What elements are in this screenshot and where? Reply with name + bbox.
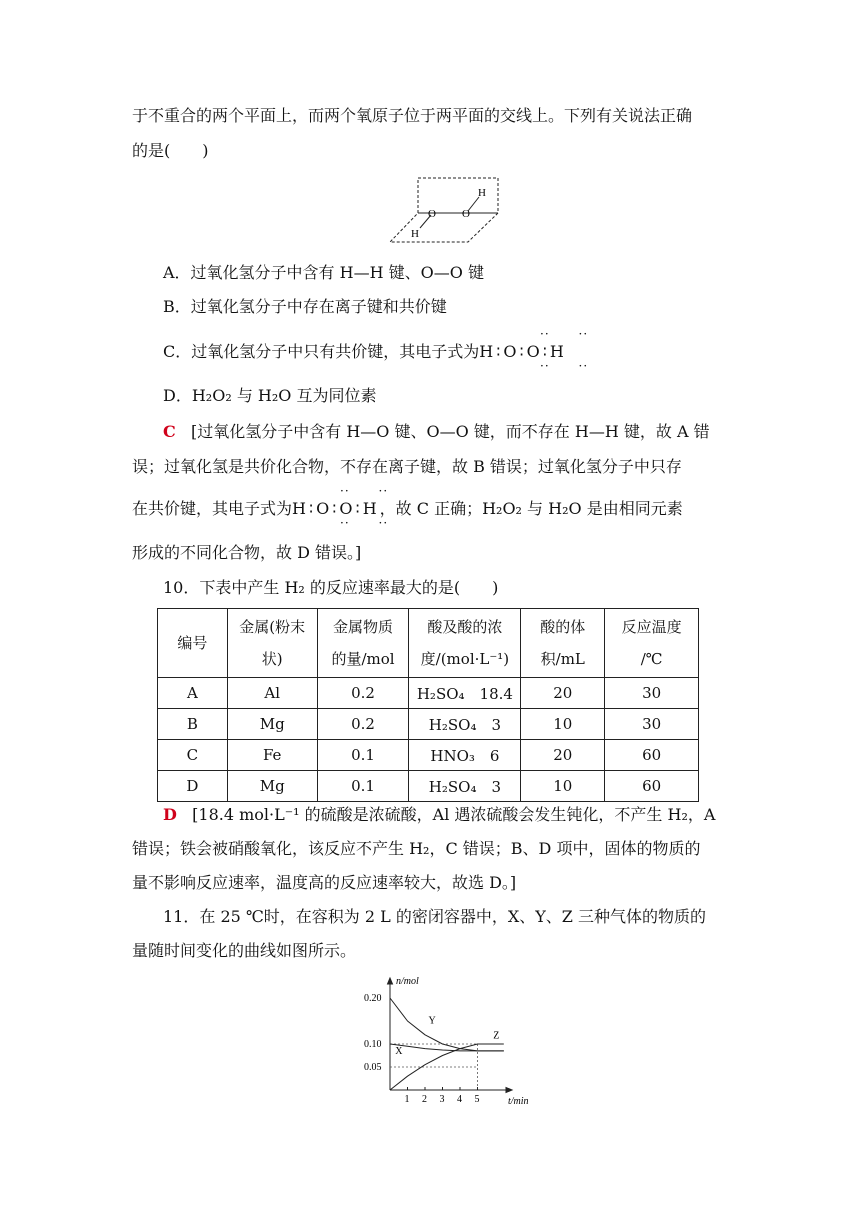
x-axis-arrow [506, 1088, 512, 1093]
y-tick-label: 0.10 [364, 1039, 382, 1050]
q9-option-c-formula: H∶O∶O∶H [479, 342, 567, 361]
y-tick-label: 0.20 [364, 993, 382, 1004]
series-label-z: Z [493, 1030, 500, 1042]
atom-h-top: H [478, 187, 486, 199]
table-header-cell: 酸的体 积/mL [521, 609, 605, 678]
series-line-y [390, 998, 504, 1051]
table-cell: 0.1 [317, 771, 409, 802]
lone-pair-dots: ·· ·· [340, 484, 389, 498]
table-cell: Mg [227, 771, 317, 802]
table-cell: 20 [521, 678, 605, 709]
q9-answer-line-3-post: ，故 C 正确；H₂O₂ 与 H₂O 是由相同元素 [379, 499, 683, 518]
table-cell: 10 [521, 771, 605, 802]
y-tick-label: 0.05 [364, 1062, 382, 1073]
q9-answer-line-2: 误；过氧化氢是共价化合物，不存在离子键，故 B 错误；过氧化氢分子中只存 [132, 457, 682, 476]
q9-option-b: B．过氧化氢分子中存在离子键和共价键 [163, 297, 447, 316]
table-cell: 20 [521, 740, 605, 771]
table-cell: 30 [605, 678, 699, 709]
q10-answer-line-3: 量不影响反应速率，温度高的反应速率较大，故选 D。] [132, 873, 517, 892]
atom-h-bottom: H [411, 228, 419, 240]
table-cell: A [158, 678, 228, 709]
table-header-cell: 酸及酸的浓 度/(mol·L⁻¹) [409, 609, 521, 678]
series-label-y: Y [428, 1015, 436, 1027]
table-cell: 10 [521, 709, 605, 740]
table-cell: Fe [227, 740, 317, 771]
q10-answer-text: [18.4 mol·L⁻¹ 的硫酸是浓硫酸，Al 遇浓硫酸会发生钝化，不产生 H₂，A [192, 805, 716, 824]
q11-line-2: 量随时间变化的曲线如图所示。 [132, 941, 357, 960]
q9-option-c-text: C．过氧化氢分子中只有共价键，其电子式为 [163, 342, 480, 361]
series-label-x: X [395, 1046, 403, 1058]
lone-pair-dots: ·· ·· [340, 516, 389, 530]
table-header-cell: 反应温度 /℃ [605, 609, 699, 678]
lone-pair-dots: ·· ·· [540, 327, 589, 341]
table-header-row [158, 609, 699, 678]
q9-answer-line-1 [163, 421, 710, 443]
x-tick-label: 1 [404, 1094, 410, 1105]
q9-option-a: A．过氧化氢分子中含有 H—H 键、O—O 键 [163, 263, 484, 282]
intro-line-1: 于不重合的两个平面上，而两个氧原子位于两平面的交线上。下列有关说法正确 [132, 106, 693, 125]
q9-answer-letter: C [163, 422, 176, 441]
x-axis-label: t/min [508, 1096, 529, 1107]
q10-question: 10．下表中产生 H₂ 的反应速率最大的是( ) [163, 578, 499, 597]
q9-option-d: D．H₂O₂ 与 H₂O 互为同位素 [163, 386, 377, 405]
table-cell: C [158, 740, 228, 771]
atom-o-left: O [428, 208, 436, 220]
table-row [158, 709, 699, 740]
h2o2-structure-figure [388, 175, 506, 247]
x-tick-label: 2 [422, 1094, 427, 1105]
q9-answer-formula: H∶O∶O∶H [292, 499, 380, 518]
y-axis-label: n/mol [396, 976, 419, 987]
q10-answer-line-1 [163, 804, 715, 826]
x-tick-label: 5 [474, 1094, 480, 1105]
table-cell: 0.1 [317, 740, 409, 771]
lone-pair-dots: ·· ·· [540, 359, 589, 373]
table-header-cell: 金属物质 的量/mol [317, 609, 409, 678]
q11-line-1: 11．在 25 ℃时，在容积为 2 L 的密闭容器中，X、Y、Z 三种气体的物质的 [163, 907, 707, 926]
q9-answer-text: [过氧化氢分子中含有 H—O 键、O—O 键，而不存在 H—H 键，故 A 错 [191, 422, 710, 441]
q9-option-c [163, 341, 567, 363]
table-cell: D [158, 771, 228, 802]
q9-answer-line-3 [132, 498, 683, 520]
q10-answer-line-2: 错误；铁会被硝酸氧化，该反应不产生 H₂，C 错误；B、D 项中，固体的物质的 [132, 839, 701, 858]
table-cell: 0.2 [317, 709, 409, 740]
table-cell: Mg [227, 709, 317, 740]
table-cell: H₂SO₄ 18.4 [409, 678, 521, 709]
q9-answer-line-3-pre: 在共价键，其电子式为 [132, 499, 293, 518]
table-row [158, 678, 699, 709]
table-row [158, 740, 699, 771]
table-row [158, 771, 699, 802]
table-cell: Al [227, 678, 317, 709]
q10-answer-letter: D [163, 805, 177, 824]
table-cell: 60 [605, 771, 699, 802]
table-cell: H₂SO₄ 3 [409, 709, 521, 740]
table-cell: 30 [605, 709, 699, 740]
table-header-cell: 金属(粉末 状) [227, 609, 317, 678]
amount-time-chart [352, 972, 542, 1112]
table-header-cell: 编号 [158, 609, 228, 678]
atom-o-right: O [462, 208, 470, 220]
x-tick-label: 4 [457, 1094, 462, 1105]
x-tick-label: 3 [439, 1094, 445, 1105]
table-cell: 0.2 [317, 678, 409, 709]
table-cell: 60 [605, 740, 699, 771]
reaction-rate-table [157, 608, 699, 802]
plane-front [390, 213, 498, 242]
table-cell: HNO₃ 6 [409, 740, 521, 771]
table-cell: B [158, 709, 228, 740]
table-cell: H₂SO₄ 3 [409, 771, 521, 802]
y-axis-arrow [388, 978, 393, 984]
intro-line-2: 的是( ) [132, 141, 209, 160]
q9-answer-line-4: 形成的不同化合物，故 D 错误。] [132, 543, 362, 562]
